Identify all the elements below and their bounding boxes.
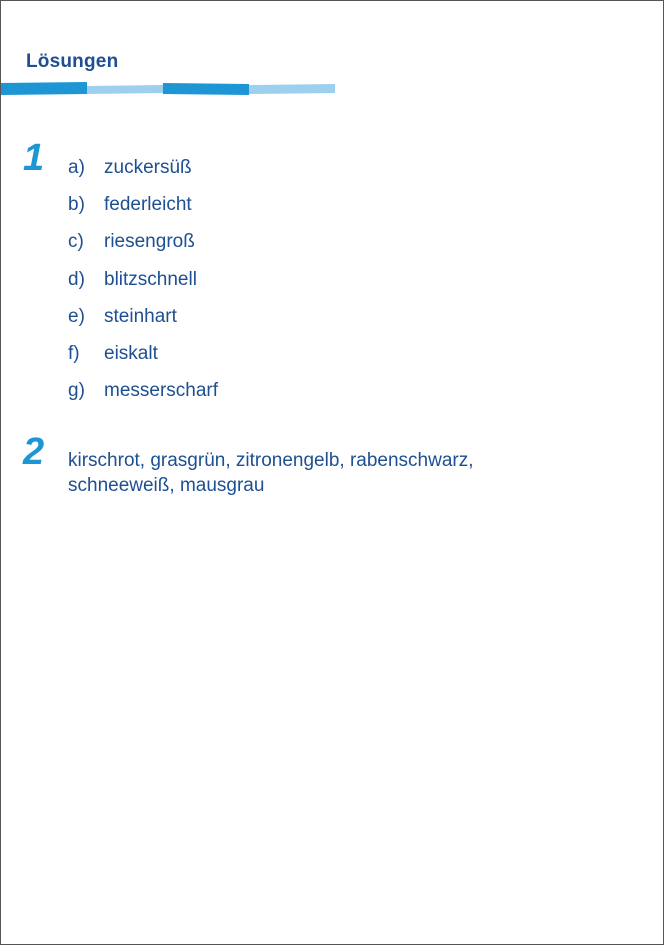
answer-text: zuckersüß	[104, 156, 192, 178]
answer-item-d	[68, 261, 218, 298]
answer-text: messerscharf	[104, 380, 219, 402]
answer-item-g	[68, 373, 218, 410]
task-number-2: 2	[23, 431, 45, 473]
answer-text: steinhart	[104, 305, 177, 327]
answer-letter: c)	[68, 231, 84, 253]
task1-answer-list	[68, 149, 218, 410]
answer-text: blitzschnell	[104, 268, 197, 290]
answer-letter: e)	[68, 305, 85, 327]
answer-item-c	[68, 224, 218, 261]
page-title: Lösungen	[26, 51, 119, 72]
answer-item-b	[68, 186, 218, 223]
answer-text: riesengroß	[104, 231, 195, 253]
answer-letter: a)	[68, 156, 85, 178]
answer-text: federleicht	[104, 193, 192, 215]
task2-answer-text	[68, 448, 588, 498]
task-number-1: 1	[23, 137, 45, 179]
answer-letter: d)	[68, 268, 85, 290]
answer-item-a	[68, 149, 218, 186]
title-underline-graphic	[1, 82, 335, 96]
answer-item-f	[68, 335, 218, 372]
title-underline-bar	[1, 82, 335, 96]
answer-letter: f)	[68, 343, 80, 365]
task2-line-2: schneeweiß, mausgrau	[68, 475, 265, 496]
task2-line-1: kirschrot, grasgrün, zitronengelb, rabenschwarz,	[68, 450, 474, 471]
answer-text: eiskalt	[104, 343, 158, 365]
answer-letter: b)	[68, 193, 85, 215]
answer-item-e	[68, 298, 218, 335]
answer-letter: g)	[68, 380, 85, 402]
